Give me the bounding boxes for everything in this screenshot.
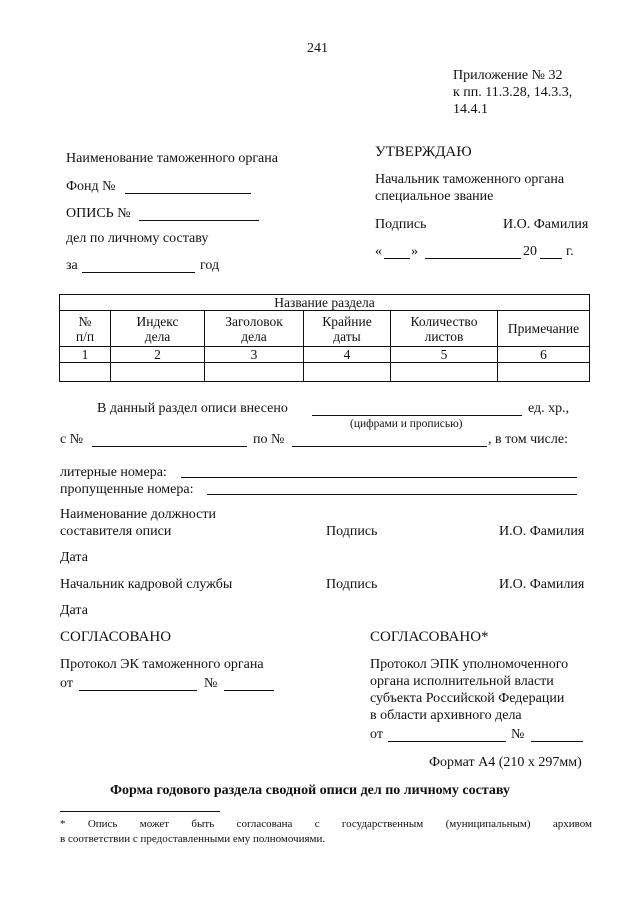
agreed-right-title: СОГЛАСОВАНО* bbox=[370, 629, 489, 645]
header-dates bbox=[304, 311, 391, 347]
org-name-label: Наименование таможенного органа bbox=[66, 151, 278, 166]
header-title-line2: дела bbox=[241, 328, 267, 344]
to-number-field[interactable] bbox=[292, 446, 487, 447]
fond-number-field[interactable] bbox=[125, 193, 251, 194]
year-prefix: 20 bbox=[523, 244, 537, 259]
compiler-signature: Подпись bbox=[326, 524, 378, 539]
letter-numbers-field[interactable] bbox=[181, 477, 577, 478]
date-label-2: Дата bbox=[60, 603, 88, 618]
appendix-line-2: к пп. 11.3.28, 14.3.3, bbox=[453, 85, 573, 100]
opis-label: ОПИСЬ № bbox=[66, 206, 131, 221]
del-label: дел по личному составу bbox=[66, 231, 209, 246]
header-title bbox=[205, 311, 304, 347]
header-note-line1: Примечание bbox=[507, 321, 580, 336]
column-number-3: 3 bbox=[205, 347, 304, 363]
agreed-right-line-1: Протокол ЭПК уполномоченного bbox=[370, 657, 569, 672]
header-number-line1: № bbox=[78, 313, 92, 329]
day-field[interactable] bbox=[384, 258, 410, 259]
header-title-line1: Заголовок bbox=[225, 313, 283, 329]
header-dates-line2: даты bbox=[333, 328, 361, 344]
empty-cell[interactable] bbox=[205, 363, 304, 382]
form-title: Форма годового раздела сводной описи дел по личному составу bbox=[110, 783, 510, 798]
page-number: 241 bbox=[307, 41, 328, 56]
missed-numbers-field[interactable] bbox=[207, 494, 577, 495]
agreed-left-protocol: Протокол ЭК таможенного органа bbox=[60, 657, 264, 672]
empty-cell[interactable] bbox=[60, 363, 111, 382]
agreed-right-no: № bbox=[511, 727, 525, 742]
approve-line-1: Начальник таможенного органа bbox=[375, 172, 565, 187]
count-caption: (цифрами и прописью) bbox=[350, 418, 463, 430]
compiler-name: И.О. Фамилия bbox=[499, 524, 585, 539]
section-title-cell: Название раздела bbox=[60, 295, 590, 311]
hr-head-signature: Подпись bbox=[326, 577, 378, 592]
agreed-right-line-4: в области архивного дела bbox=[370, 708, 522, 723]
column-number-1: 1 bbox=[60, 347, 111, 363]
agreed-left-title: СОГЛАСОВАНО bbox=[60, 629, 172, 645]
approve-line-2: специальное звание bbox=[375, 189, 494, 204]
hr-head-name: И.О. Фамилия bbox=[499, 577, 585, 592]
missed-numbers-label: пропущенные номера: bbox=[60, 482, 194, 497]
god-label: год bbox=[200, 258, 220, 273]
fond-label: Фонд № bbox=[66, 179, 116, 194]
appendix-line-1: Приложение № 32 bbox=[453, 68, 563, 83]
za-label: за bbox=[66, 258, 78, 273]
approve-signature: Подпись bbox=[375, 217, 427, 232]
date-open-quote: « bbox=[375, 244, 382, 259]
header-number-line2: п/п bbox=[75, 328, 95, 344]
to-number-label: по № bbox=[253, 432, 285, 447]
hr-head-title: Начальник кадровой службы bbox=[60, 577, 233, 592]
agreed-right-number-field[interactable] bbox=[531, 741, 583, 742]
entered-label: В данный раздел описи внесено bbox=[97, 401, 288, 416]
header-sheets bbox=[391, 311, 498, 347]
header-note bbox=[498, 311, 590, 347]
agreed-left-no: № bbox=[204, 676, 218, 691]
units-label: ед. хр., bbox=[528, 401, 570, 416]
agreed-left-from: от bbox=[60, 676, 73, 691]
header-index bbox=[111, 311, 205, 347]
appendix-line-3: 14.4.1 bbox=[453, 102, 488, 117]
from-number-field[interactable] bbox=[92, 446, 247, 447]
date-label-1: Дата bbox=[60, 550, 88, 565]
header-sheets-line2: листов bbox=[424, 328, 464, 344]
approve-name: И.О. Фамилия bbox=[503, 217, 589, 232]
footnote-line-2: в соответствии с предоставленными ему полномочиями. bbox=[60, 833, 326, 845]
including-label: , в том числе: bbox=[488, 432, 568, 447]
header-index-line2: дела bbox=[144, 328, 171, 344]
agreed-left-number-field[interactable] bbox=[224, 690, 274, 691]
date-close-quote: » bbox=[411, 244, 418, 259]
footnote-line-1: * Опись может быть согласована с государственным (муниципальным) архивом bbox=[60, 818, 592, 830]
agreed-right-from: от bbox=[370, 727, 383, 742]
month-field[interactable] bbox=[425, 258, 521, 259]
empty-cell[interactable] bbox=[111, 363, 205, 382]
approve-year-field[interactable] bbox=[540, 258, 562, 259]
year-suffix: г. bbox=[566, 244, 574, 259]
agreed-right-line-2: органа исполнительной власти bbox=[370, 674, 554, 689]
compiler-title-line-1: Наименование должности bbox=[60, 507, 216, 522]
column-number-2: 2 bbox=[111, 347, 205, 363]
compiler-title-line-2: составителя описи bbox=[60, 524, 172, 539]
agreed-right-line-3: субъекта Российской Федерации bbox=[370, 691, 565, 706]
inventory-table bbox=[59, 294, 590, 382]
agreed-right-date-field[interactable] bbox=[388, 741, 506, 742]
empty-cell[interactable] bbox=[304, 363, 391, 382]
header-number bbox=[60, 311, 111, 347]
header-dates-line1: Крайние bbox=[322, 313, 372, 329]
letter-numbers-label: литерные номера: bbox=[60, 465, 167, 480]
column-number-6: 6 bbox=[498, 347, 590, 363]
column-number-5: 5 bbox=[391, 347, 498, 363]
column-number-4: 4 bbox=[304, 347, 391, 363]
from-number-label: с № bbox=[60, 432, 84, 447]
agreed-left-date-field[interactable] bbox=[79, 690, 197, 691]
header-sheets-line1: Количество bbox=[410, 313, 478, 329]
approve-title: УТВЕРЖДАЮ bbox=[375, 144, 472, 160]
header-index-line1: Индекс bbox=[136, 313, 179, 329]
empty-cell[interactable] bbox=[498, 363, 590, 382]
footnote-divider bbox=[60, 811, 220, 812]
year-field[interactable] bbox=[82, 272, 195, 273]
empty-cell[interactable] bbox=[391, 363, 498, 382]
format-label: Формат А4 (210 х 297мм) bbox=[429, 755, 582, 770]
opis-number-field[interactable] bbox=[139, 220, 259, 221]
